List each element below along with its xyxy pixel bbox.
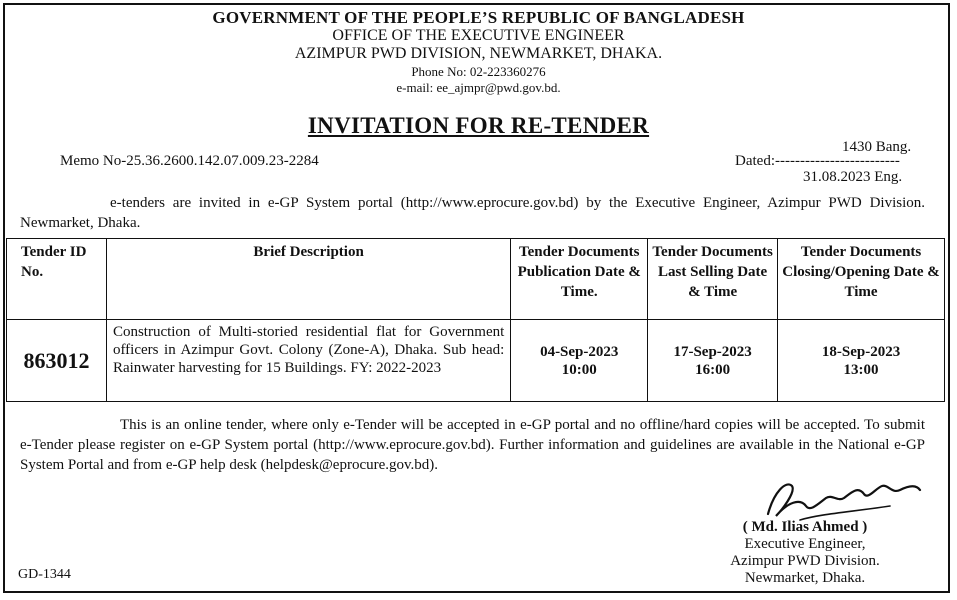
signatory-designation: Executive Engineer, [744, 536, 866, 552]
closing-date: 18-Sep-2023 [821, 343, 901, 360]
publication-date: 04-Sep-2023 [540, 343, 619, 360]
signatory-block [700, 519, 910, 587]
closing-time: 13:00 [843, 361, 879, 378]
memo-number: Memo No-25.36.2600.142.07.009.23-2284 [60, 153, 319, 169]
selling-datetime [648, 320, 778, 402]
selling-date: 17-Sep-2023 [673, 343, 752, 360]
header-publication: Tender Documents Publication Date & Time. [511, 239, 648, 320]
publication-datetime [511, 320, 648, 402]
header-last-selling: Tender Documents Last Selling Date & Time [648, 239, 778, 320]
header-tender-id: Tender ID No. [7, 239, 107, 320]
brief-description: Construction of Multi-storied residential flat for Government officers in Azimpur Govt. Colony (Zone-A), Dhaka. Sub head: Rainwater harvesting for 15 Buildings. FY: 2022-2023 [106, 320, 510, 402]
letterhead [0, 8, 957, 95]
online-tender-notice: This is an online tender, where only e-Tender will be accepted in e-GP portal and no offline/hard copies will be accepted. To submit e-Tender please register on e-GP System portal (http://www.eprocure.gov.bd). Further information and guidelines are available in the National e-GP System Portal and from e-GP help desk (helpdesk@eprocure.gov.bd). [20, 417, 925, 473]
dated-label: Dated:------------------------- [735, 153, 900, 169]
phone-number: Phone No: 02-223360276 [411, 64, 546, 79]
office-name: OFFICE OF THE EXECUTIVE ENGINEER [332, 27, 625, 44]
publication-time: 10:00 [561, 361, 597, 378]
division-address: AZIMPUR PWD DIVISION, NEWMARKET, DHAKA. [294, 45, 663, 62]
email-address: e-mail: ee_ajmpr@pwd.gov.bd. [396, 80, 561, 95]
footer-code: GD-1344 [18, 567, 71, 582]
table-row [7, 320, 945, 402]
table-header-row [7, 239, 945, 320]
date-bangla: 1430 Bang. [842, 139, 912, 155]
signatory-division: Azimpur PWD Division. [730, 553, 880, 569]
government-name: GOVERNMENT OF THE PEOPLE’S REPUBLIC OF BANGLADESH [212, 8, 745, 27]
header-closing-opening: Tender Documents Closing/Opening Date & Time [778, 239, 945, 320]
tender-id: 863012 [7, 320, 107, 402]
selling-time: 16:00 [695, 361, 731, 378]
date-english: 31.08.2023 Eng. [803, 169, 903, 185]
intro-paragraph: e-tenders are invited in e-GP System portal (http://www.eprocure.gov.bd) by the Executive Engineer, Azimpur PWD Division. Newmarket, Dhaka. [20, 195, 925, 231]
page-title: INVITATION FOR RE-TENDER [307, 113, 650, 138]
header-description: Brief Description [106, 239, 510, 320]
tender-table [6, 238, 945, 402]
signatory-location: Newmarket, Dhaka. [744, 570, 866, 586]
closing-datetime [778, 320, 945, 402]
signatory-name: ( Md. Ilias Ahmed ) [742, 519, 868, 535]
